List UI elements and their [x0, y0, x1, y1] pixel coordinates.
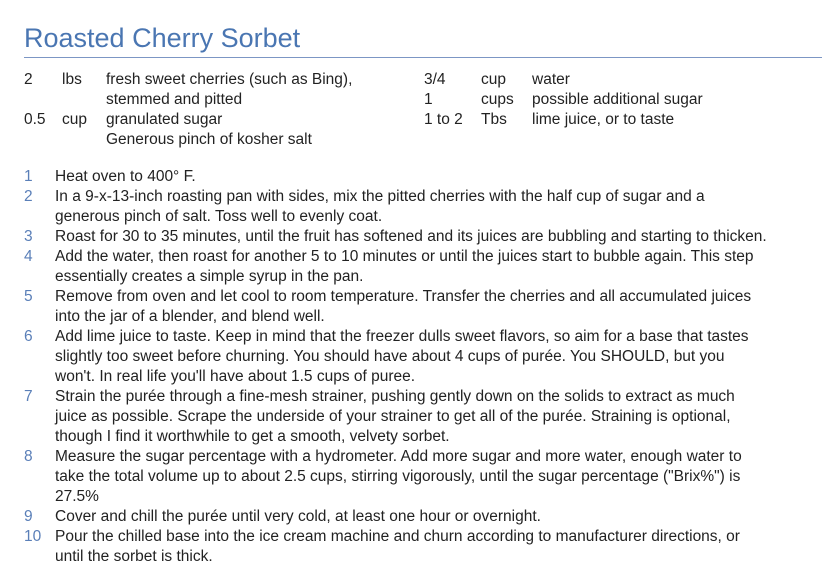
step-number: 9: [24, 508, 33, 525]
step-number: 3: [24, 228, 33, 245]
ingredient-row: [424, 90, 824, 110]
ingredient-qty: 3/4: [424, 71, 446, 88]
instructions-list: [24, 167, 824, 567]
step-line: until the sorbet is thick.: [55, 548, 213, 565]
step-item: [24, 287, 824, 327]
ingredient-qty: 0.5: [24, 111, 46, 128]
step-text: [55, 507, 824, 527]
step-number: 8: [24, 448, 33, 465]
step-line: generous pinch of salt. Toss well to evenly coat.: [55, 208, 383, 225]
ingredient-name: lime juice, or to taste: [532, 111, 675, 128]
step-line: Heat oven to 400° F.: [55, 168, 196, 185]
step-text: [55, 447, 824, 507]
step-item: [24, 527, 824, 567]
step-number: 1: [24, 168, 33, 185]
ingredient-name: water: [532, 71, 570, 88]
step-text: [55, 247, 824, 287]
step-line: into the jar of a blender, and blend well.: [55, 308, 325, 325]
step-text: [55, 227, 824, 247]
step-line: Add the water, then roast for another 5 to 10 minutes or until the juices start to bubble again. This step: [55, 248, 754, 265]
ingredient-name: fresh sweet cherries (such as Bing),: [106, 71, 353, 88]
step-item: [24, 247, 824, 287]
step-line: won't. In real life you'll have about 1.5 cups of puree.: [55, 368, 416, 385]
ingredient-row: [424, 70, 824, 90]
step-text: [55, 187, 824, 227]
step-item: [24, 447, 824, 507]
step-line: take the total volume up to about 2.5 cups, stirring vigorously, until the sugar percentage ("Brix%") is: [55, 468, 741, 485]
step-line: Measure the sugar percentage with a hydrometer. Add more sugar and more water, enough water to: [55, 448, 742, 465]
step-text: [55, 167, 824, 187]
ingredient-row: [24, 70, 414, 110]
step-item: [24, 227, 824, 247]
step-line: slightly too sweet before churning. You should have about 4 cups of purée. You SHOULD, but you: [55, 348, 725, 365]
step-text: [55, 287, 824, 327]
step-text: [55, 387, 824, 447]
ingredient-unit: cups: [481, 91, 514, 108]
step-number: 7: [24, 388, 33, 405]
ingredient-unit: cup: [481, 71, 506, 88]
step-number: 10: [24, 528, 42, 545]
ingredient-name-cont: Generous pinch of kosher salt: [106, 131, 312, 148]
step-item: [24, 167, 824, 187]
recipe-title: Roasted Cherry Sorbet: [24, 23, 301, 53]
step-item: [24, 187, 824, 227]
step-line: In a 9-x-13-inch roasting pan with sides, mix the pitted cherries with the half cup of sugar and a: [55, 188, 705, 205]
ingredient-unit: lbs: [62, 71, 82, 88]
ingredient-unit: Tbs: [481, 111, 507, 128]
step-text: [55, 327, 824, 387]
ingredient-row: [424, 110, 824, 130]
title-divider: [24, 57, 822, 58]
ingredient-qty: 1 to 2: [424, 111, 463, 128]
step-line: Add lime juice to taste. Keep in mind that the freezer dulls sweet flavors, so aim for a base that tastes: [55, 328, 749, 345]
step-number: 4: [24, 248, 33, 265]
step-line: Pour the chilled base into the ice cream machine and churn according to manufacturer directions, or: [55, 528, 740, 545]
ingredient-name-cont: stemmed and pitted: [106, 91, 243, 108]
step-number: 2: [24, 188, 33, 205]
step-line: Remove from oven and let cool to room temperature. Transfer the cherries and all accumulated juices: [55, 288, 752, 305]
ingredient-name: possible additional sugar: [532, 91, 703, 108]
step-line: Cover and chill the purée until very cold, at least one hour or overnight.: [55, 508, 541, 525]
ingredient-qty: 1: [424, 91, 433, 108]
step-line: 27.5%: [55, 488, 99, 505]
step-number: 5: [24, 288, 33, 305]
step-line: Roast for 30 to 35 minutes, until the fruit has softened and its juices are bubbling and starting to thicken.: [55, 228, 767, 245]
step-item: [24, 387, 824, 447]
step-line: Strain the purée through a fine-mesh strainer, pushing gently down on the solids to extract as much: [55, 388, 735, 405]
step-text: [55, 527, 824, 567]
step-item: [24, 327, 824, 387]
step-line: juice as possible. Scrape the underside of your strainer to get all of the purée. Straining is optional,: [55, 408, 731, 425]
ingredient-name: granulated sugar: [106, 111, 223, 128]
ingredient-row: [24, 110, 414, 150]
step-number: 6: [24, 328, 33, 345]
step-item: [24, 507, 824, 527]
ingredient-qty: 2: [24, 71, 33, 88]
step-line: though I find it worthwhile to get a smooth, velvety sorbet.: [55, 428, 450, 445]
step-line: essentially creates a simple syrup in the pan.: [55, 268, 364, 285]
ingredient-unit: cup: [62, 111, 87, 128]
